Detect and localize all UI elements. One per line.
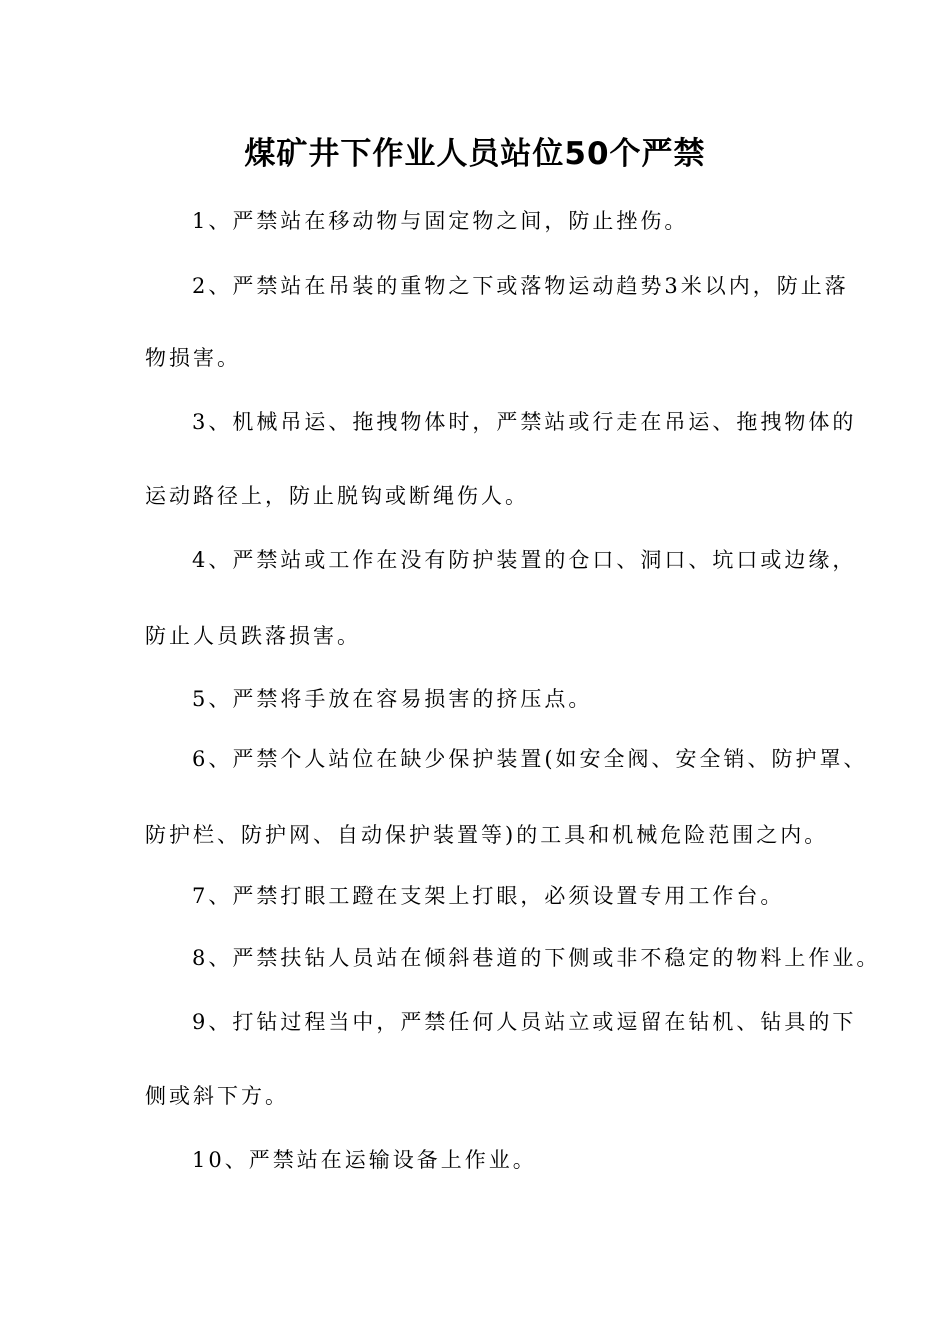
rule-line: 4、严禁站或工作在没有防护装置的仓口、洞口、坑口或边缘， xyxy=(192,548,857,572)
rule-line: 6、严禁个人站位在缺少保护装置(如安全阀、安全销、防护罩、 xyxy=(192,747,868,771)
rule-line-continued: 侧或斜下方。 xyxy=(145,1084,289,1108)
rule-line: 10、严禁站在运输设备上作业。 xyxy=(192,1148,537,1172)
rule-line-continued: 运动路径上，防止脱钩或断绳伤人。 xyxy=(145,484,529,508)
rule-line: 9、打钻过程当中，严禁任何人员站立或逗留在钻机、钻具的下 xyxy=(192,1010,857,1034)
rule-line: 5、严禁将手放在容易损害的挤压点。 xyxy=(192,687,593,711)
rule-line: 2、严禁站在吊装的重物之下或落物运动趋势3米以内，防止落 xyxy=(192,274,849,298)
rule-line: 8、严禁扶钻人员站在倾斜巷道的下侧或非不稳定的物料上作业。 xyxy=(192,946,881,970)
rule-line-continued: 物损害。 xyxy=(145,346,241,370)
rule-line: 1、严禁站在移动物与固定物之间，防止挫伤。 xyxy=(192,209,689,233)
document-title: 煤矿井下作业人员站位50个严禁 xyxy=(244,136,706,172)
rule-line-continued: 防护栏、防护网、自动保护装置等)的工具和机械危险范围之内。 xyxy=(145,823,829,847)
rule-line-continued: 防止人员跌落损害。 xyxy=(145,624,361,648)
rule-line: 7、严禁打眼工蹬在支架上打眼，必须设置专用工作台。 xyxy=(192,884,785,908)
rule-line: 3、机械吊运、拖拽物体时，严禁站或行走在吊运、拖拽物体的 xyxy=(192,410,857,434)
